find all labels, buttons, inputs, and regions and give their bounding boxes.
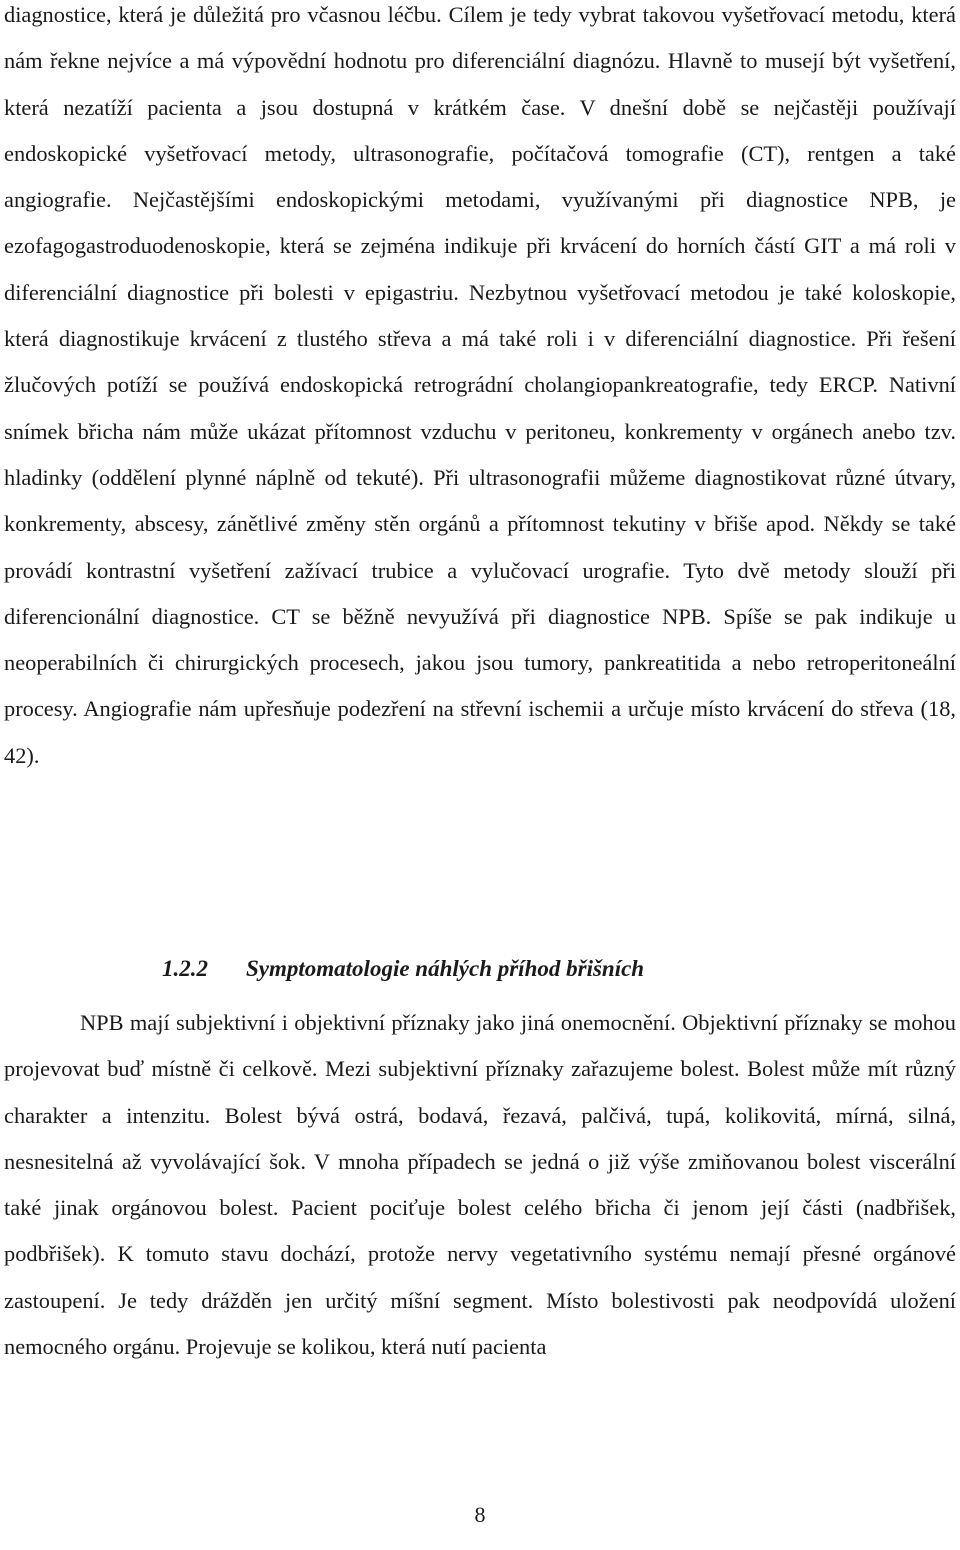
section-heading	[162, 948, 644, 990]
paragraph-diagnostic-methods: diagnostice, která je důležitá pro včasnou léčbu. Cílem je tedy vybrat takovou vyšetřovací metodu, která nám řekne nejvíce a má výpovědní hodnotu pro diferenciální diagnózu. Hlavně to musejí být vyšetření, která nezatíží pacienta a jsou dostupná v krátkém čase. V dnešní době se nejčastěji používají endoskopické vyšetřovací metody, ultrasonografie, počítačová tomografie (CT), rentgen a také angiografie. Nejčastějšími endoskopickými metodami, využívanými při diagnostice NPB, je ezofagogastroduodenoskopie, která se zejména indikuje při krvácení do horních částí GIT a má roli v diferenciální diagnostice při bolesti v epigastriu. Nezbytnou vyšetřovací metodou je také koloskopie, která diagnostikuje krvácení z tlustého střeva a má také roli i v diferenciální diagnostice. Při řešení žlučových potíží se používá endoskopická retrográdní cholangiopankreatografie, tedy ERCP. Nativní snímek břicha nám může ukázat přítomnost vzduchu v peritoneu, konkrementy v orgánech anebo tzv. hladinky (oddělení plynné náplně od tekuté). Při ultrasonografii můžeme diagnostikovat různé útvary, konkrementy, abscesy, zánětlivé změny stěn orgánů a přítomnost tekutiny v břiše apod. Někdy se také provádí kontrastní vyšetření zažívací trubice a vylučovací urografie. Tyto dvě metody slouží při diferencionální diagnostice. CT se běžně nevyužívá při diagnostice NPB. Spíše se pak indikuje u neoperabilních či chirurgických procesech, jakou jsou tumory, pankreatitida a nebo retroperitoneální procesy. Angiografie nám upřesňuje podezření na střevní ischemii a určuje místo krvácení do střeva (18, 42).	[4, 2, 956, 768]
page-number: 8	[474, 1502, 486, 1527]
paragraph-symptoms: NPB mají subjektivní i objektivní příznaky jako jiná onemocnění. Objektivní příznaky se mohou projevovat buď místně či celkově. Mezi subjektivní příznaky zařazujeme bolest. Bolest může mít různý charakter a intenzitu. Bolest bývá ostrá, bodavá, řezavá, palčivá, tupá, kolikovitá, mírná, silná, nesnesitelná až vyvolávající šok. V mnoha případech se jedná o již výše zmiňovanou bolest viscerální také jinak orgánovou bolest. Pacient pociťuje bolest celého břicha či jenom její části (nadbřišek, podbřišek). K tomuto stavu dochází, protože nervy vegetativního systému nemají přesné orgánové zastoupení. Je tedy drážděn jen určitý míšní segment. Místo bolestivosti pak neodpovídá uložení nemocného orgánu. Projevuje se kolikou, která nutí pacienta	[4, 1010, 956, 1360]
section-number: 1.2.2	[162, 956, 208, 981]
section-title: Symptomatologie náhlých příhod břišních	[246, 956, 645, 981]
